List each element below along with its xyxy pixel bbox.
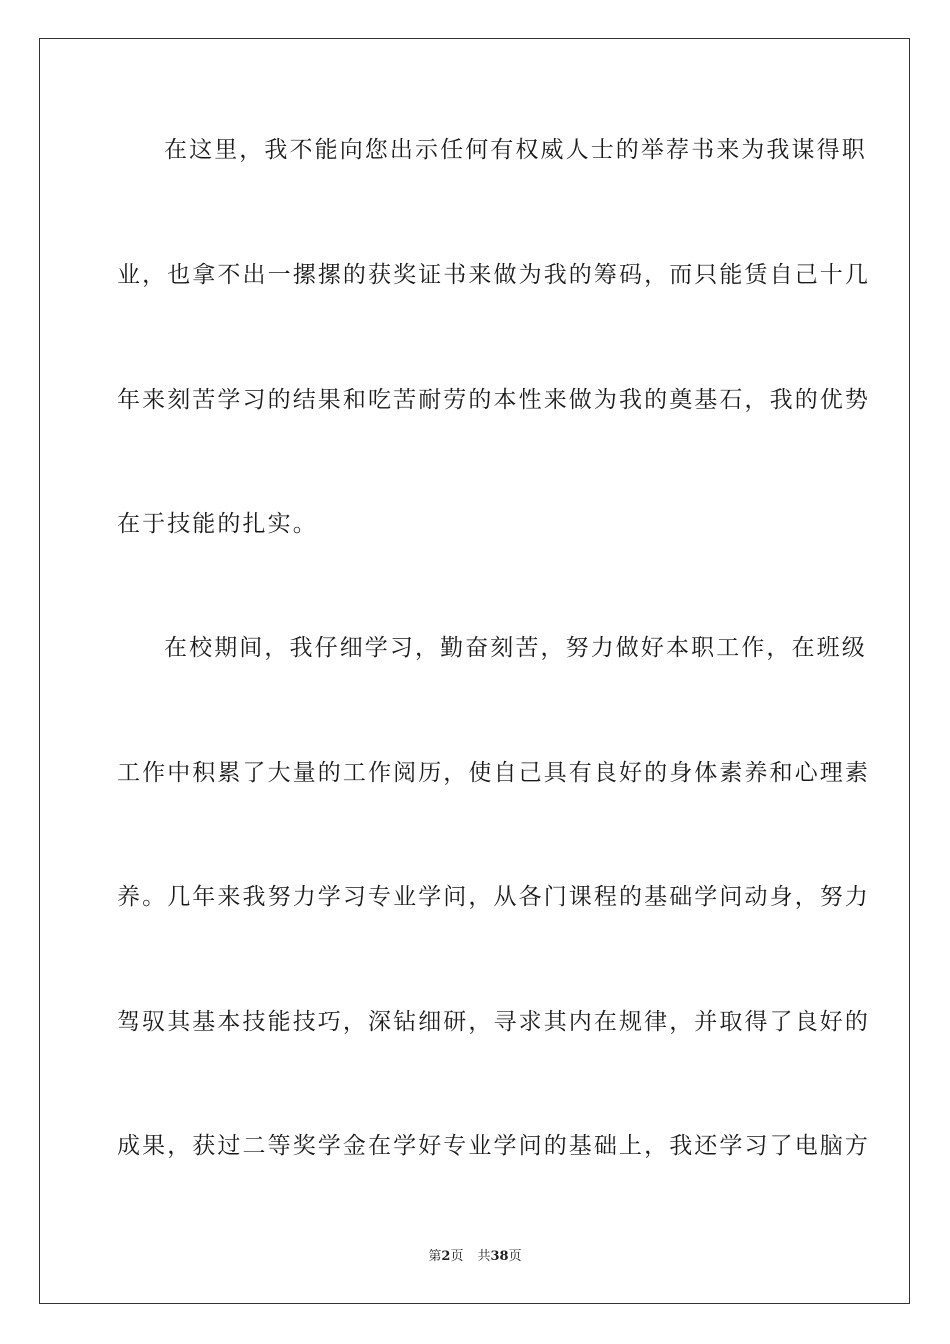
page-number: 2 <box>441 1249 451 1264</box>
page-prefix: 第 <box>428 1249 442 1264</box>
page-footer <box>0 1248 950 1266</box>
page-suffix: 页 <box>450 1249 464 1264</box>
paragraph-1-line-3: 年来刻苦学习的结果和吃苦耐劳的本性来做为我的奠基石，我的优势 <box>117 387 870 413</box>
total-pages: 38 <box>490 1249 509 1264</box>
paragraph-2-line-4: 驾驭其基本技能技巧，深钻细研，寻求其内在规律，并取得了良好的 <box>117 1009 870 1035</box>
paragraph-1-line-1: 在这里，我不能向您出示任何有权威人士的举荐书来为我谋得职 <box>164 137 867 163</box>
paragraph-2-line-1: 在校期间，我仔细学习，勤奋刻苦，努力做好本职工作，在班级 <box>164 635 867 661</box>
paragraph-1-line-4: 在于技能的扎实。 <box>117 511 318 537</box>
paragraph-2-line-2: 工作中积累了大量的工作阅历，使自己具有良好的身体素养和心理素 <box>117 760 870 786</box>
total-prefix: 共 <box>477 1249 491 1264</box>
total-suffix: 页 <box>508 1249 522 1264</box>
paragraph-1-line-2: 业，也拿不出一摞摞的获奖证书来做为我的筹码，而只能赁自己十几 <box>117 262 870 288</box>
paragraph-2-line-3: 养。几年来我努力学习专业学问，从各门课程的基础学问动身，努力 <box>117 884 870 910</box>
page-frame <box>39 38 910 1304</box>
paragraph-2-line-5: 成果，获过二等奖学金在学好专业学问的基础上，我还学习了电脑方 <box>117 1133 870 1159</box>
